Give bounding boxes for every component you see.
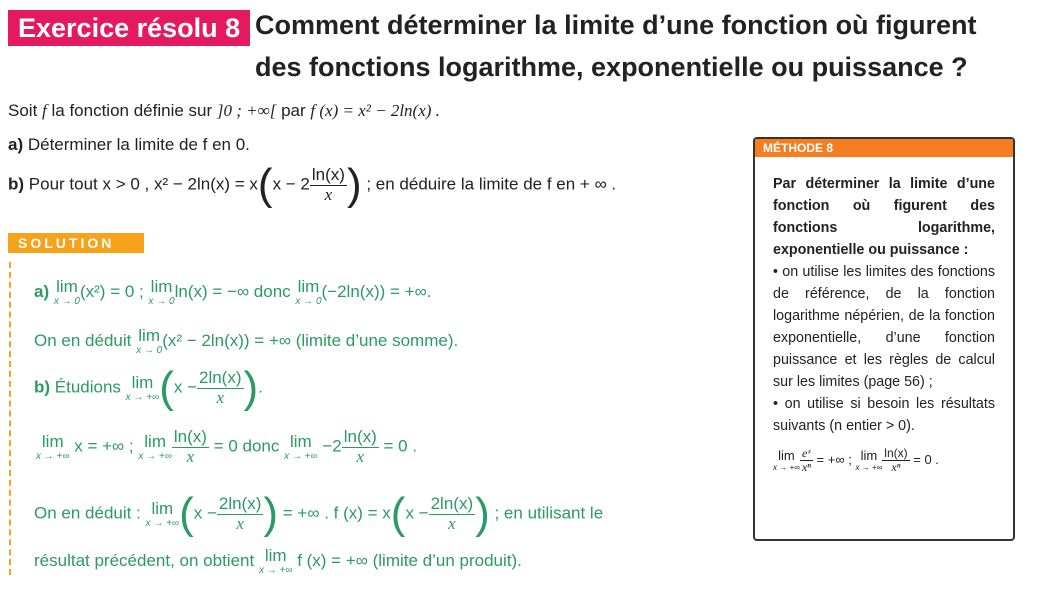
- method-box: [753, 137, 1015, 541]
- solution-divider: [9, 262, 11, 575]
- solution-line-4: lim x → +∞ x = +∞ ; lim x → +∞ $\frac{\ln(x)}{x}$ = 0 donc lim x → +∞ −2 $\frac{\ln(x)}{x}$ = 0 .: [36, 427, 418, 466]
- exercise-title-line2: des fonctions logarithme, exponentielle ou puissance ?: [255, 52, 968, 82]
- method-bullet-2: • on utilise si besoin les résultats suivants (n entier > 0).: [773, 396, 995, 434]
- solution-line-5: On en déduit : lim x → +∞ (x − $\frac{2\ln(x)}{x}$ ) = +∞ . f (x) = x(x − $\frac{2\ln(x)}{x}$ ) ; en utilisant le: [34, 489, 604, 538]
- statement-intro: Soit f la fonction définie sur ]0 ; +∞[ par f (x) = x² − 2ln(x) .: [8, 101, 440, 120]
- solution-line-a: a) lim x → 0 (x²) = 0 ; lim x → 0 ln(x) = −∞ donc lim x → 0 (−2ln(x)) = +∞.: [34, 277, 432, 307]
- method-formulas: lim x → +∞ $\frac{\text{eˣ}}{\text{xⁿ}}$ = +∞ ; lim x → +∞ $\frac{\ln(x)}{\text{xⁿ}}$ = 0 .: [773, 446, 939, 475]
- question-a: a) Déterminer la limite de f en 0.: [8, 135, 250, 154]
- method-bullet-1: • on utilise les limites des fonctions de référence, de la fonction logarithme népérien, de la fonction exponentielle, d’une fonction puissance et les règles de calcul sur les limites (page 56) ;: [773, 264, 995, 390]
- solution-line-2: On en déduit lim x → 0 (x² − 2ln(x)) = +∞ (limite d’une somme).: [34, 326, 459, 356]
- solution-tag: SOLUTION: [8, 233, 144, 253]
- method-body: [755, 157, 1013, 474]
- interval: ]0 ; +∞[: [216, 101, 277, 120]
- solution-line-b: b) Étudions lim x → +∞ (x − $\frac{2\ln(x)}{x}$ ).: [34, 363, 263, 412]
- exercise-title-line1: Comment déterminer la limite d’une fonction où figurent: [255, 10, 977, 40]
- function-definition: f (x) = x² − 2ln(x) .: [310, 101, 440, 120]
- solution-line-6: résultat précédent, on obtient lim x → +∞ f (x) = +∞ (limite d’un produit).: [34, 546, 522, 576]
- method-header: MÉTHODE 8: [755, 139, 1013, 157]
- question-b: b) Pour tout x > 0 , x² − 2ln(x) = x(x − 2 $\frac{\ln(x)}{x}$ ) ; en déduire la limite de f en + ∞ .: [8, 160, 617, 209]
- exercise-tag: Exercice résolu 8: [8, 10, 250, 46]
- method-intro: Par déterminer la limite d’une fonction où figurent des fonctions logarithme, exponentielle ou puissance :: [773, 176, 995, 258]
- fraction: $\frac{\ln(x)}{x}$: [311, 164, 345, 204]
